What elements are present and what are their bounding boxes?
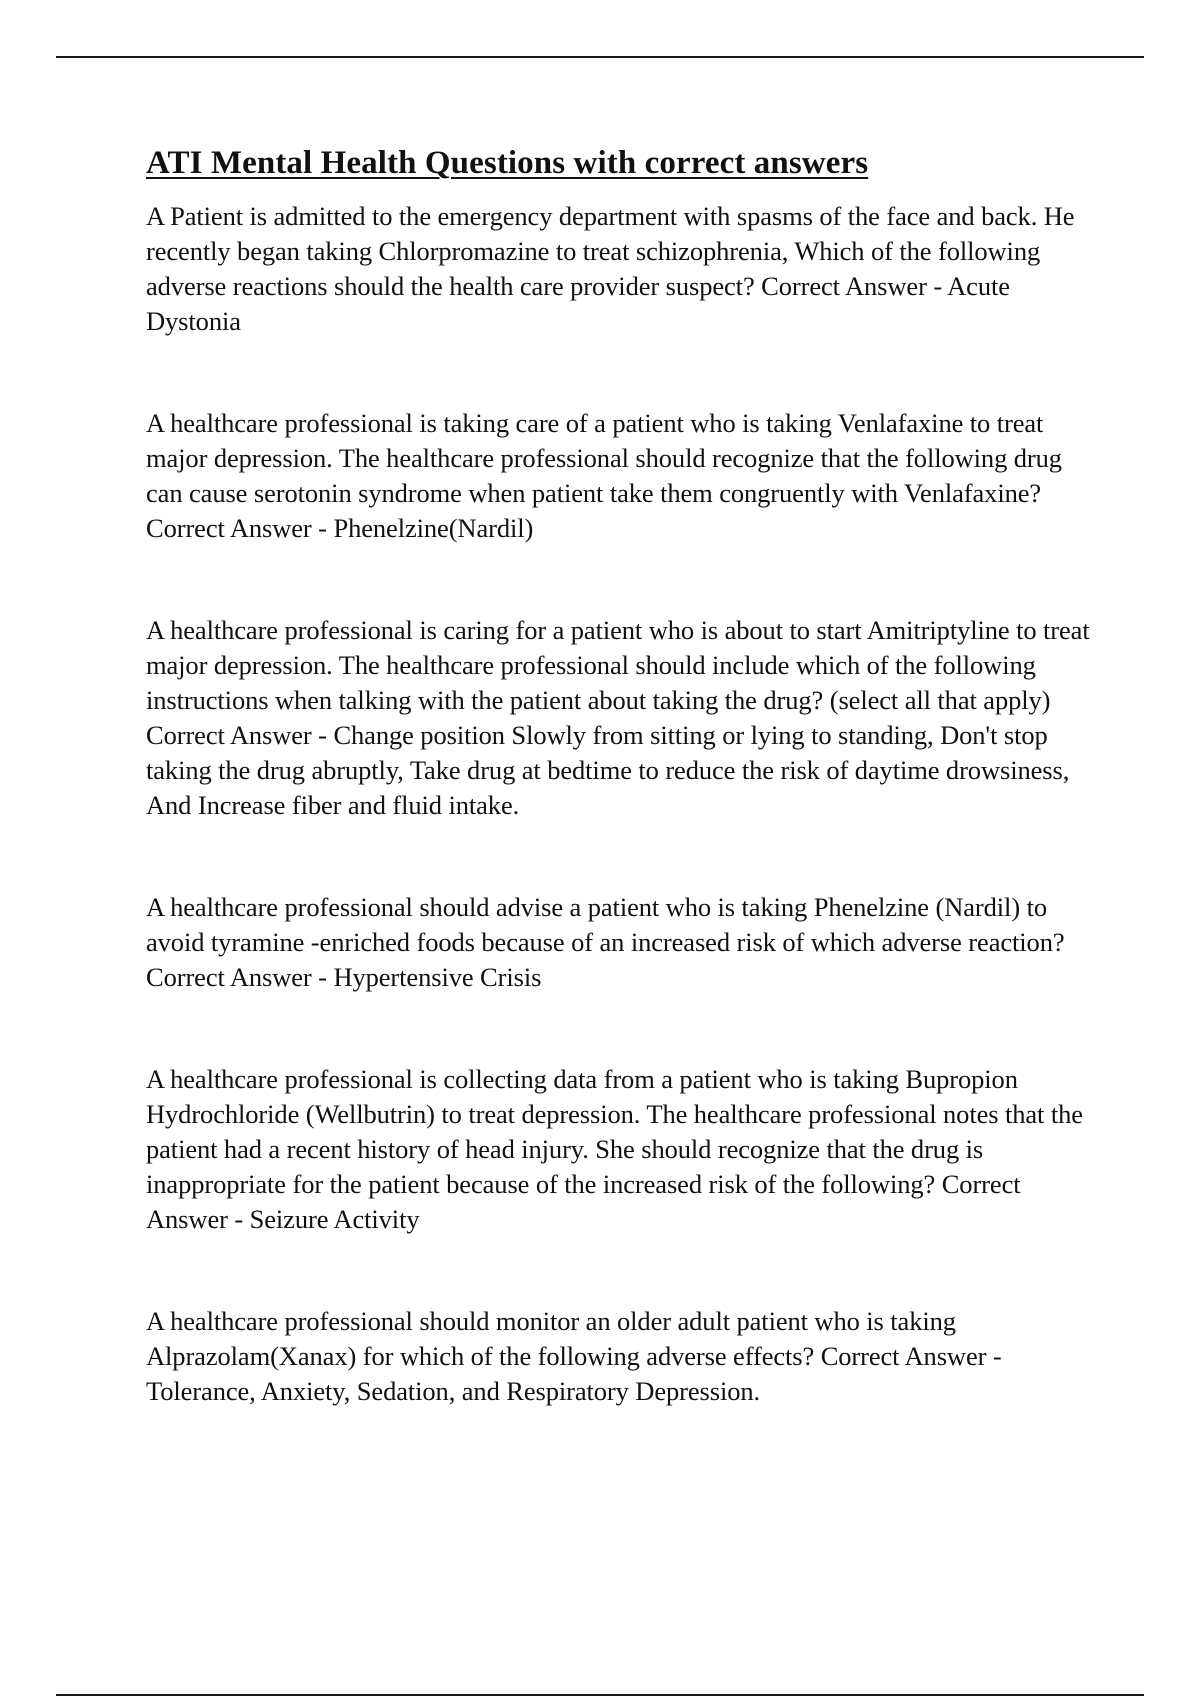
qa-item [146, 613, 1096, 823]
answer-text: Phenelzine(Nardil) [333, 512, 534, 543]
qa-item [146, 406, 1096, 546]
question-text: A healthcare professional is caring for a patient who is about to start Amitriptyline to treat major depression. The healthcare professional should include which of the following instructions when talking with the patient about taking the drug? (select all that apply) [146, 614, 1090, 715]
question-text: A healthcare professional should monitor an older adult patient who is taking Alprazolam(Xanax) for which of the following adverse effects? [146, 1305, 956, 1371]
answer-label: Correct Answer - [761, 270, 943, 301]
answer-text: Seizure Activity [249, 1203, 420, 1234]
question-text: A healthcare professional should advise a patient who is taking Phenelzine (Nardil) to avoid tyramine -enriched foods because of an increased risk of which adverse reaction? [146, 891, 1065, 957]
bottom-rule [56, 1694, 1144, 1696]
document-title: ATI Mental Health Questions with correct answers [146, 145, 869, 181]
answer-label: Correct Answer - [146, 1168, 1021, 1234]
answer-text: Tolerance, Anxiety, Sedation, and Respiratory Depression. [146, 1375, 761, 1406]
question-text: A healthcare professional is collecting data from a patient who is taking Bupropion Hydrochloride (Wellbutrin) to treat depression. The healthcare professional notes that the patient had a recent history of head injury. She should recognize that the drug is inappropriate for the patient because of the increased risk of the following? [146, 1063, 1083, 1199]
document-body [146, 142, 1096, 1476]
qa-item [146, 890, 1096, 995]
answer-label: Correct Answer - [146, 719, 327, 750]
answer-label: Correct Answer - [820, 1340, 1002, 1371]
answer-label: Correct Answer - [146, 961, 327, 992]
qa-item [146, 1062, 1096, 1237]
answer-label: Correct Answer - [146, 512, 327, 543]
answer-text: Change position Slowly from sitting or lying to standing, Don't stop taking the drug abruptly, Take drug at bedtime to reduce the risk of daytime drowsiness, And Increase fiber and fluid intake. [146, 719, 1070, 820]
question-text: A Patient is admitted to the emergency department with spasms of the face and back. He recently began taking Chlorpromazine to treat schizophrenia, Which of the following adverse reactions should the health care provider suspect? [146, 200, 1075, 301]
qa-item [146, 1304, 1096, 1409]
question-text: A healthcare professional is taking care of a patient who is taking Venlafaxine to treat major depression. The healthcare professional should recognize that the following drug can cause serotonin syndrome when patient take them congruently with Venlafaxine? [146, 407, 1062, 508]
answer-text: Acute Dystonia [146, 270, 1010, 336]
top-rule [56, 56, 1144, 58]
qa-item [146, 199, 1096, 339]
answer-text: Hypertensive Crisis [333, 961, 542, 992]
